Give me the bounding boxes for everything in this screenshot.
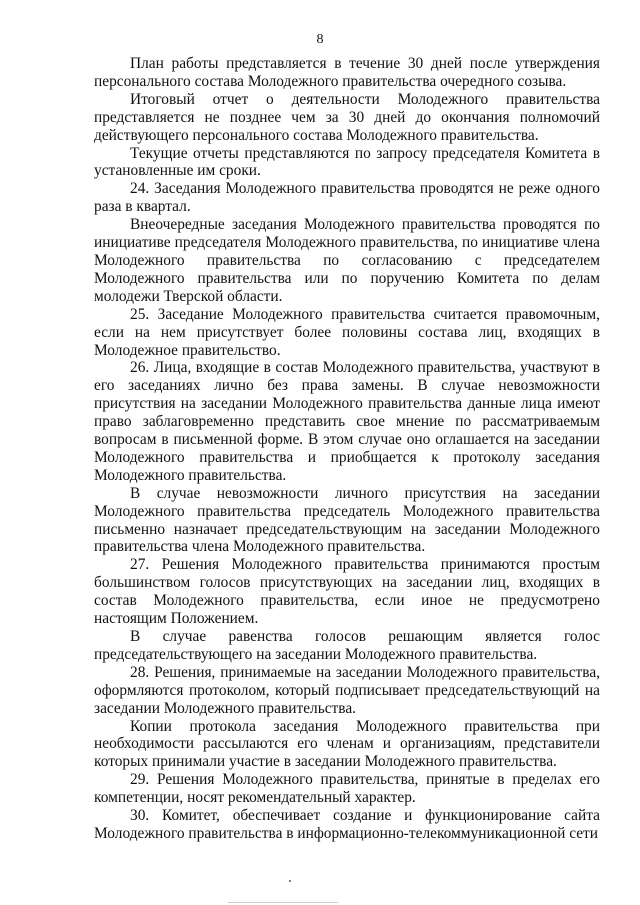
paragraph-24-meetings: 24. Заседания Молодежного правительства проводятся не реже одного раза в квартал. (94, 180, 600, 216)
scan-edge-line (228, 902, 338, 903)
paragraph-30-website: 30. Комитет, обеспечивает создание и функционирование сайта Молодежного правительства в информационно-телекоммуникационной сети (94, 807, 600, 842)
paragraph-absence-chair: В случае невозможности личного присутствия на заседании Молодежного правительства председатель Молодежного правительства письменно назначает председательствующим на заседании Молодежного правительства члена Молодежного правительства. (94, 484, 600, 556)
paragraph-25-quorum: 25. Заседание Молодежного правительства считается правомочным, если на нем присутствует более половины состава лиц, входящих в Молодежное правительство. (94, 305, 600, 359)
paragraph-tie-vote: В случае равенства голосов решающим является голос председательствующего на заседании Молодежного правительства. (94, 628, 600, 663)
paragraph-29-advisory: 29. Решения Молодежного правительства, принятые в пределах его компетенции, носят рекомендательный характер. (94, 771, 600, 807)
paragraph-final-report: Итоговый отчет о деятельности Молодежного правительства представляется не позднее чем за 30 дней до окончания полномочий действующего персонального состава Молодежного правительства. (94, 90, 600, 144)
scan-speck (289, 880, 291, 882)
paragraph-extraordinary-meetings: Внеочередные заседания Молодежного правительства проводятся по инициативе председателя Молодежного правительства, по инициативе члена Молодежного правительства по согласованию с председателем Молодежного правительства или по поручению Комитета по делам молодежи Тверской области. (94, 216, 600, 305)
paragraph-27-decisions: 27. Решения Молодежного правительства принимаются простым большинством голосов присутствующих на заседании лиц, входящих в состав Молодежного правительства, если иное не предусмотрено настоящим Положением. (94, 556, 600, 628)
paragraph-26-personal-attendance: 26. Лица, входящие в состав Молодежного правительства, участвуют в его заседаниях лично без права замены. В случае невозможности присутствия на заседании Молодежного правительства данные лица имеют право заблаговременно представить свое мнение по рассматриваемым вопросам в письменной форме. В этом случае оно оглашается на заседании Молодежного правительства и приобщается к протоколу заседания Молодежного правительства. (94, 359, 600, 484)
document-body (94, 55, 600, 843)
paragraph-28-protocol: 28. Решения, принимаемые на заседании Молодежного правительства, оформляются протоколом, который подписывает председательствующий на заседании Молодежного правительства. (94, 663, 600, 717)
page-number: 8 (316, 32, 324, 47)
paragraph-protocol-copies: Копии протокола заседания Молодежного правительства при необходимости рассылаются его членам и организациям, представители которых принимали участие в заседании Молодежного правительства. (94, 717, 600, 771)
paragraph-work-plan: План работы представляется в течение 30 дней после утверждения персонального состава Молодежного правительства очередного созыва. (94, 55, 600, 90)
paragraph-current-reports: Текущие отчеты представляются по запросу председателя Комитета в установленные им сроки. (94, 144, 600, 180)
